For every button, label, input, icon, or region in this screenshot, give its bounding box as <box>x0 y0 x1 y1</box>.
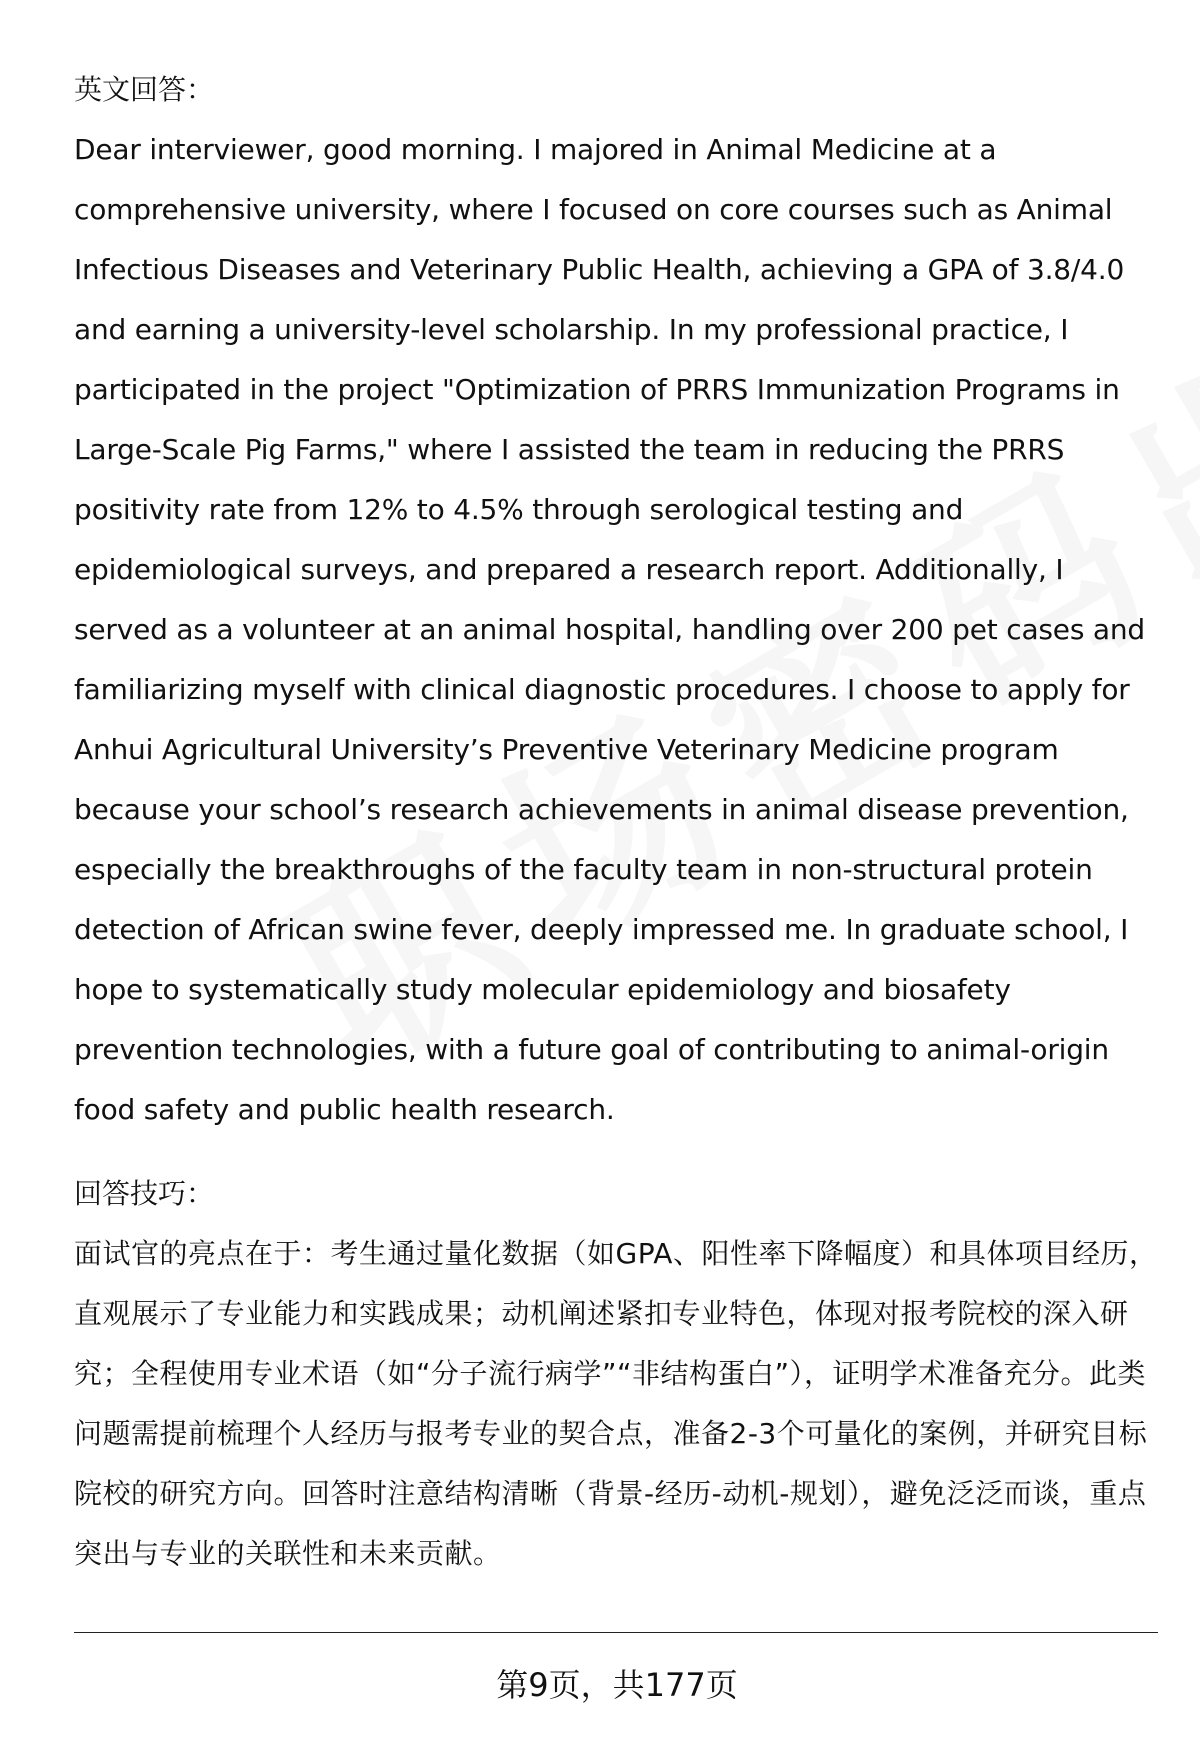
english-answer-label: 英文回答： <box>74 73 215 106</box>
footer-divider <box>74 1632 1158 1633</box>
content-area <box>74 60 1164 1584</box>
page-indicator: 第9页，共177页 <box>496 1666 738 1704</box>
english-answer-text: Dear interviewer, good morning. I majored in Animal Medicine at a comprehensive university, where I focused on core courses such as Animal Infectious Diseases and Veterinary Public Health, achieving a GPA of 3.8/4.0 and earning a university-level scholarship. In my professional practice, I participated in the project "Optimization of PRRS Immunization Programs in Large-Scale Pig Farms," where I assisted the team in reducing the PRRS positivity rate from 12% to 4.5% through serological testing and epidemiological surveys, and prepared a research report. Additionally, I served as a volunteer at an animal hospital, handling over 200 pet cases and familiarizing myself with clinical diagnostic procedures. I choose to apply for Anhui Agricultural University’s Preventive Veterinary Medicine program because your school’s research achievements in animal disease prevention, especially the breakthroughs of the faculty team in non-structural protein detection of African swine fever, deeply impressed me. In graduate school, I hope to systematically study molecular epidemiology and biosafety prevention technologies, with a future goal of contributing to animal-origin food safety and public health research. <box>74 133 1145 1126</box>
tips-text: 面试官的亮点在于：考生通过量化数据（如GPA、阳性率下降幅度）和具体项目经历，直观展示了专业能力和实践成果；动机阐述紧扣专业特色，体现对报考院校的深入研究；全程使用专业术语（如“分子流行病学”“非结构蛋白”），证明学术准备充分。此类问题需提前梳理个人经历与报考专业的契合点，准备2-3个可量化的案例，并研究目标院校的研究方向。回答时注意结构清晰（背景-经历-动机-规划），避免泛泛而谈，重点突出与专业的关联性和未来贡献。 <box>74 1237 1158 1570</box>
tips-label: 回答技巧： <box>74 1177 215 1210</box>
